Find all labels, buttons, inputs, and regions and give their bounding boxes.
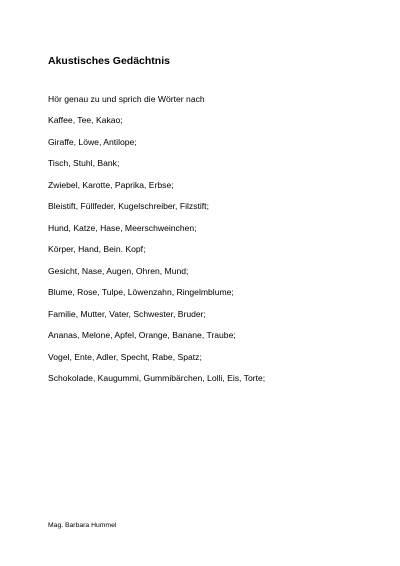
page-title: Akustisches Gedächtnis — [48, 55, 170, 67]
instruction-text: Hör genau zu und sprich die Wörter nach — [48, 94, 205, 104]
word-list-item: Vogel, Ente, Adler, Specht, Rabe, Spatz; — [48, 351, 202, 362]
word-list-item: Tisch, Stuhl, Bank; — [48, 158, 120, 168]
word-list-item: Hund, Katze, Hase, Meerschweinchen; — [48, 222, 197, 233]
word-list-item: Ananas, Melone, Apfel, Orange, Banane, Traube; — [48, 330, 236, 340]
word-list-item: Familie, Mutter, Vater, Schwester, Bruder; — [48, 308, 206, 319]
word-list-item: Giraffe, Löwe, Antilope; — [48, 136, 137, 147]
word-list-item: Bleistift, Füllfeder, Kugelschreiber, Filzstift; — [48, 201, 209, 211]
word-list-item: Blume, Rose, Tulpe, Löwenzahn, Ringelmblume; — [48, 287, 234, 297]
word-list-item: Gesicht, Nase, Augen, Ohren, Mund; — [48, 265, 189, 276]
word-list-item: Körper, Hand, Bein. Kopf; — [48, 244, 146, 254]
word-list-item: Schokolade, Kaugummi, Gummibärchen, Lolli, Eis, Torte; — [48, 373, 266, 383]
author-footer: Mag. Barbara Hummel — [48, 522, 117, 529]
word-list-item: Kaffee, Tee, Kakao; — [48, 115, 123, 125]
word-list — [48, 115, 265, 395]
word-list-item: Zwiebel, Karotte, Paprika, Erbse; — [48, 179, 174, 190]
